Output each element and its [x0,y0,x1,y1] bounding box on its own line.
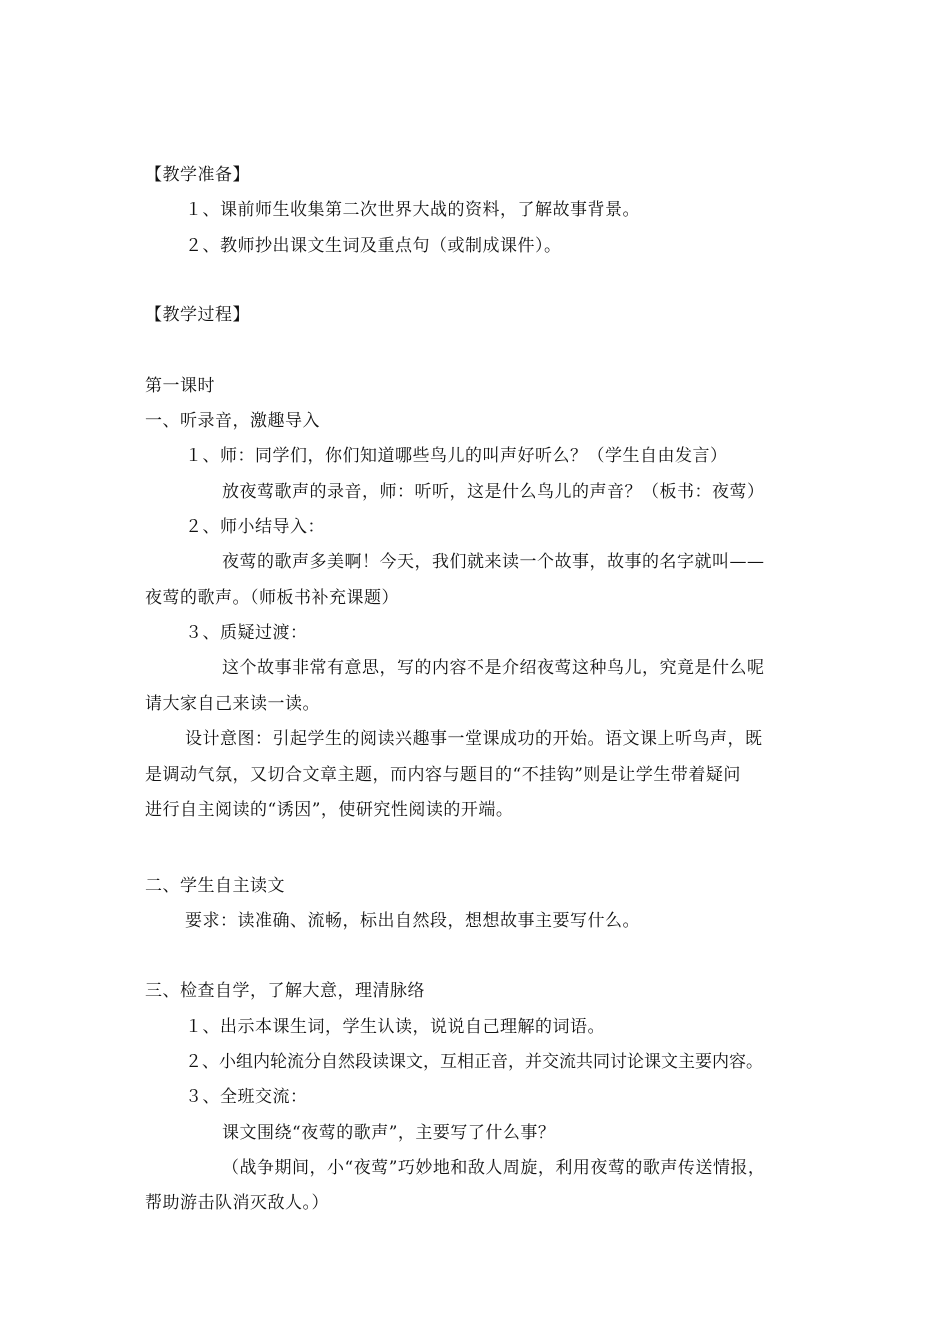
section1-step3: ３、质疑过渡： [185,623,308,643]
lesson-title: 第一课时 [145,376,215,396]
design-intent-3: 进行自主阅读的“诱因”，使研究性阅读的开端。 [145,800,514,820]
section1-step3-text-2: 请大家自己来读一读。 [145,694,320,714]
section3-step1: １、出示本课生词，学生认读，说说自己理解的词语。 [185,1017,605,1037]
design-intent-1: 设计意图：引起学生的阅读兴趣事一堂课成功的开始。语文课上听鸟声，既 [185,729,763,749]
section2-title: 二、学生自主读文 [145,876,285,896]
design-intent-2: 是调动气氛，又切合文章主题，而内容与题目的“不挂钩”则是让学生带着疑问 [145,765,741,785]
section1-step1-detail: 放夜莺歌声的录音，师：听听，这是什么鸟儿的声音？（板书：夜莺） [222,482,765,502]
section3-answer-2: 帮助游击队消灭敌人。） [145,1193,329,1213]
prep-heading: 【教学准备】 [145,165,250,185]
section1-step2: ２、师小结导入： [185,517,325,537]
section2-requirement: 要求：读准确、流畅，标出自然段，想想故事主要写什么。 [185,911,640,931]
section1-step1: １、师：同学们，你们知道哪些鸟儿的叫声好听么？（学生自由发言） [185,446,728,466]
section1-step2-text-1: 夜莺的歌声多美啊！今天，我们就来读一个故事，故事的名字就叫—— [222,552,765,572]
section1-step2-text-2: 夜莺的歌声。（师板书补充课题） [145,588,399,608]
prep-item-2: ２、教师抄出课文生词及重点句（或制成课件）。 [185,236,562,256]
section3-question: 课文围绕“夜莺的歌声”，主要写了什么事？ [222,1123,556,1143]
section1-step3-text-1: 这个故事非常有意思，写的内容不是介绍夜莺这种鸟儿，究竟是什么呢 [222,658,765,678]
section3-step3: ３、全班交流： [185,1087,308,1107]
process-heading: 【教学过程】 [145,305,250,325]
section3-answer-1: （战争期间，小“夜莺”巧妙地和敌人周旋，利用夜莺的歌声传送情报， [222,1158,766,1178]
prep-item-1: １、课前师生收集第二次世界大战的资料，了解故事背景。 [185,200,640,220]
section1-title: 一、听录音，激趣导入 [145,411,320,431]
section3-title: 三、检查自学，了解大意，理清脉络 [145,981,425,1001]
section3-step2: ２、小组内轮流分自然段读课文，互相正音，并交流共同讨论课文主要内容。 [185,1052,763,1072]
